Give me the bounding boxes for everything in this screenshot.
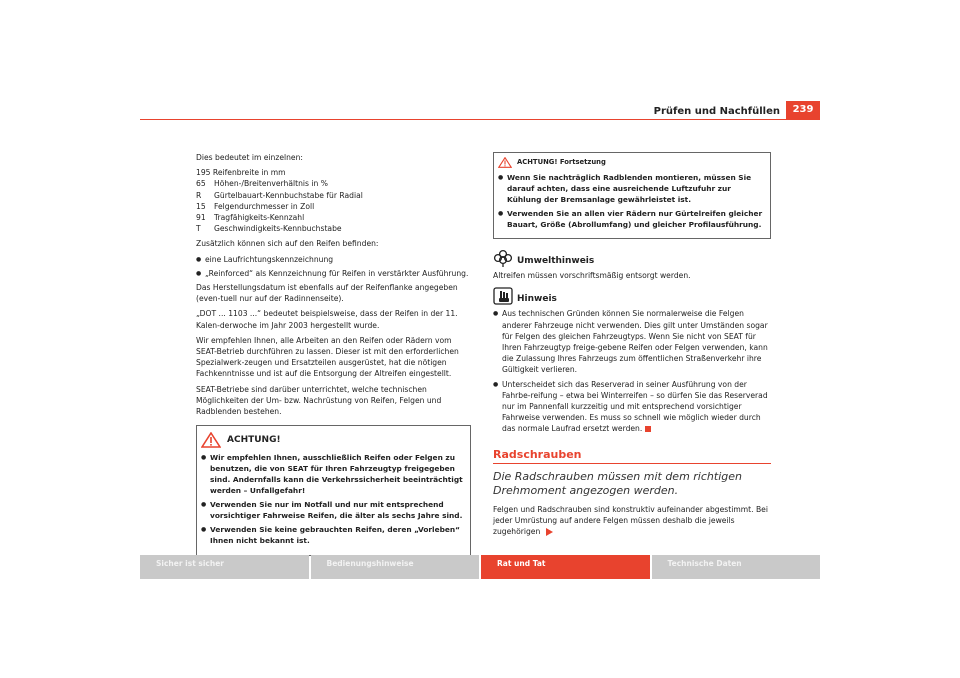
spec-code: 15 [196,201,206,211]
note-item [493,379,771,435]
note-item: ● Aus technischen Gründen können Sie normalerweise die Felgen anderer Fahrzeuge nicht verwenden. Dies gilt unter Umständen sogar für Felgen des gleichen Fahrzeugtyps. Wenn Sie nicht von SEAT für Ihren Fahrzeugtyp freige-gebene Reifen oder Felgen verwenden, kann die Zulassung Ihres Fahrzeugs zum öffentlichen Straßenverkehr ihre Gültigkeit verlieren. [493,308,771,375]
spec-code: 91 [196,213,206,223]
bullet-item: ● „Reinforced“ als Kennzeichnung für Reifen in verstärkter Ausführung. [196,268,471,279]
spec-row [196,190,471,201]
info-note-title: Hinweis [517,294,557,305]
page-number: 239 [786,101,820,119]
footer-tab-technische-daten[interactable]: Technische Daten [652,555,821,579]
warning-item: ● Wenn Sie nachträglich Radblenden montieren, müssen Sie darauf achten, dass eine ausreichende Luftzufuhr zur Kühlung der Bremsanlage gewährleistet ist. [498,172,766,205]
paragraph: „DOT ... 1103 ...“ bedeutet beispielsweise, dass der Reifen in der 11. Kalen-derwoche im Jahr 2003 hergestellt wurde. [196,309,458,330]
tire-spec-list [196,167,471,234]
spec-size: 195 Reifenbreite in mm [196,168,286,178]
section-text-body: Felgen und Radschrauben sind konstruktiv aufeinander abgestimmt. Bei jeder Umrüstung auf andere Felgen müssen deshalb die jeweils zugehörigen [493,504,768,537]
warning-item: ● Verwenden Sie an allen vier Rädern nur Gürtelreifen gleicher Bauart, Größe (Abrollumfang) und gleicher Profilausführung. [498,208,766,230]
warning-box [196,425,471,556]
warning-continued-header [498,157,766,168]
info-note-header [493,287,771,305]
page-header-title: Prüfen und Nachfüllen [653,106,780,117]
spec-desc: Geschwindigkeits-Kennbuchstabe [214,224,342,234]
warning-item: ● Verwenden Sie nur im Notfall und nur mit entsprechend vorsichtiger Fahrweise Reifen, die älter als sechs Jahre sind. [201,499,466,521]
note-item-text: Unterscheidet sich das Reserverad in seiner Ausführung von der Fahrbe-reifung – etwa bei Winterreifen – so dürfen Sie das Reserverad nur im Pannenfall kurzzeitig und mit entsprechend vorsichtiger Fahrweise verwenden. Es muss so schnell wie möglich wieder durch das normale Laufrad ersetzt werden. [502,379,768,434]
warning-triangle-icon [201,432,221,448]
paragraph: SEAT-Betriebe sind darüber unterrichtet, welche technischen Möglichkeiten der Um- bzw. Nachrüstung von Reifen, Felgen und Radblenden bestehen. [196,384,442,417]
spec-code: 65 [196,179,206,189]
spec-desc: Höhen-/Breitenverhältnis in % [214,179,328,189]
warning-title: ACHTUNG! [227,434,281,445]
warning-triangle-icon [498,157,512,168]
end-of-section-square-icon [645,426,651,432]
bullet-item: ● eine Laufrichtungskennzeichnung [196,254,471,265]
warning-continued-box [493,152,771,239]
warning-header [201,432,466,448]
spec-desc: Gürtelbauart-Kennbuchstabe für Radial [214,190,363,200]
spec-desc: Tragfähigkeits-Kennzahl [214,213,305,223]
section-lead: Die Radschrauben müssen mit dem richtigen Drehmoment angezogen werden. [493,469,742,497]
footer-tab-bedienungshinweise[interactable]: Bedienungshinweise [311,555,480,579]
spec-row [196,212,471,223]
additional-text: Zusätzlich können sich auf den Reifen befinden: [196,239,379,249]
spec-code: R [196,190,202,200]
env-note-title: Umwelthinweis [517,256,595,266]
spec-desc: Felgendurchmesser in Zoll [214,201,315,211]
right-column [493,152,771,541]
footer-nav [140,555,820,579]
paragraph: Das Herstellungsdatum ist ebenfalls auf der Reifenflanke angegeben (even-tuell nur auf der Radinnenseite). [196,283,458,304]
section-title: Radschrauben [493,449,771,464]
footer-tab-sicher-ist-sicher[interactable]: Sicher ist sicher [140,555,309,579]
spec-row [196,178,471,189]
environment-flower-icon [493,249,513,267]
paragraph: Wir empfehlen Ihnen, alle Arbeiten an den Reifen oder Rädern vom SEAT-Betrieb durchführen zu lassen. Dieser ist mit den erforderlichen Spezialwerk-zeugen und Ersatzteilen ausgerüstet, hat die nötigen Fachkenntnisse und ist auf die Entsorgung der Altreifen eingestellt. [196,335,459,379]
spec-row [196,201,471,212]
warning-item: ● Wir empfehlen Ihnen, ausschließlich Reifen oder Felgen zu benutzen, die von SEAT für Ihren Fahrzeugtyp freigegeben sind. Andernfalls kann die Verkehrssicherheit beeinträchtigt werden – Unfallgefahr! [201,452,466,496]
continue-arrow-icon [546,528,553,536]
spec-code: T [196,224,201,234]
footer-tab-rat-und-tat[interactable]: Rat und Tat [481,555,650,579]
section-text [493,504,771,538]
env-note-header [493,249,771,267]
intro-text: Dies bedeutet im einzelnen: [196,153,303,162]
warning-item: ● Verwenden Sie keine gebrauchten Reifen, deren „Vorleben“ Ihnen nicht bekannt ist. [201,524,466,546]
env-note-text: Altreifen müssen vorschriftsmäßig entsorgt werden. [493,271,691,281]
header-divider [140,119,820,120]
spec-row [196,223,471,234]
note-hand-icon [493,287,513,305]
left-column [196,152,471,556]
warning-continued-title: ACHTUNG! Fortsetzung [517,158,606,166]
